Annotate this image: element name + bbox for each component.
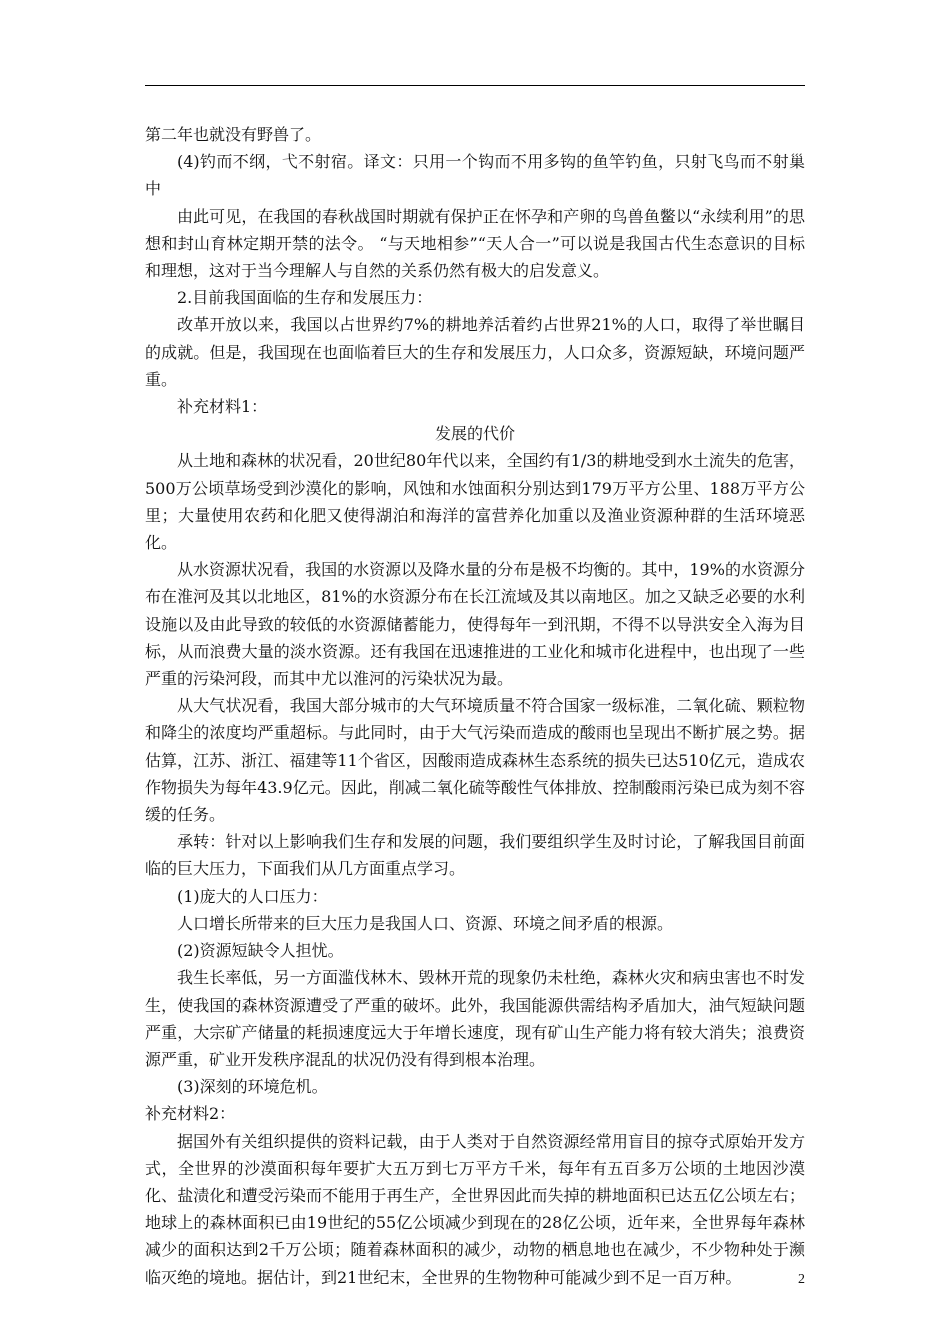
paragraph: 从土地和森林的状况看，20世纪80年代以来，全国约有1/3的耕地受到水土流失的危害，500万公顷草场受到沙漠化的影响，风蚀和水蚀面积分别达到179万平方公里、188万平方公里；大量使用农药和化肥又使得湖泊和海洋的富营养化加重以及渔业资源种群的生活环境恶化。 — [145, 451, 805, 553]
paragraph: 由此可见，在我国的春秋战国时期就有保护正在怀孕和产卵的鸟兽鱼鳖以“永续利用”的思想和封山育林定期开禁的法令。 “与天地相参”“天人合一”可以说是我国古代生态意识的目标和理想，这对于当今理解人与自然的关系仍然有极大的启发意义。 — [145, 206, 805, 281]
paragraph: 据国外有关组织提供的资料记载，由于人类对于自然资源经常用盲目的掠夺式原始开发方式，全世界的沙漠面积每年要扩大五万到七万平方千米，每年有五百多万公顷的土地因沙漠化、盐渍化和遭受污染而不能用于再生产，全世界因此而失掉的耕地面积已达五亿公顷左右；地球上的森林面积已由19世纪的55亿公顷减少到现在的28亿公顷，近年来，全世界每年森林减少的面积达到2千万公顷；随着森林面积的减少，动物的栖息地也在减少，不少物种处于濒临灭绝的境地。据估计，到21世纪末，全世界的生物物种可能减少到不足一百万种。 — [145, 1131, 805, 1287]
subheading: (3)深刻的环境危机。 — [177, 1077, 328, 1097]
subheading: (1)庞大的人口压力： — [177, 886, 328, 906]
material-label: 补充材料1： — [177, 397, 268, 417]
paragraph: 人口增长所带来的巨大压力是我国人口、资源、环境之间矛盾的根源。 — [177, 913, 674, 933]
paragraph: 承转：针对以上影响我们生存和发展的问题，我们要组织学生及时讨论，了解我国目前面临的巨大压力，下面我们从几方面重点学习。 — [145, 832, 805, 879]
paragraph: 从大气状况看，我国大部分城市的大气环境质量不符合国家一级标准，二氧化硫、颗粒物和降尘的浓度均严重超标。与此同时，由于大气污染而造成的酸雨也呈现出不断扩展之势。据估算，江苏、浙江、福建等11个省区，因酸雨造成森林生态系统的损失已达510亿元，造成农作物损失为每年43.9亿元。因此，削减二氧化硫等酸性气体排放、控制酸雨污染已成为刻不容缓的任务。 — [145, 696, 805, 825]
page-number: 2 — [798, 1272, 805, 1287]
subheading: (2)资源短缺令人担忧。 — [177, 941, 344, 961]
material-title: 发展的代价 — [434, 424, 515, 444]
paragraph: 改革开放以来，我国以占世界约7%的耕地养活着约占世界21%的人口，取得了举世瞩目的成就。但是，我国现在也面临着巨大的生存和发展压力，人口众多，资源短缺，环境问题严重。 — [145, 315, 805, 389]
paragraph: (4)钓而不纲，弋不射宿。译文：只用一个钩而不用多钩的鱼竿钓鱼，只射飞鸟而不射巢中 — [145, 152, 805, 199]
paragraph: 我生长率低，另一方面滥伐林木、毁林开荒的现象仍未杜绝，森林火灾和病虫害也不时发生，使我国的森林资源遭受了严重的破坏。此外，我国能源供需结构矛盾加大，油气短缺问题严重，大宗矿产储量的耗损速度远大于年增长速度，现有矿山生产能力将有较大消失；浪费资源严重，矿业开发秩序混乱的状况仍没有得到根本治理。 — [145, 968, 805, 1069]
material-label: 补充材料2： — [145, 1104, 236, 1124]
paragraph: 第二年也就没有野兽了。 — [145, 125, 322, 144]
section-heading: 2.目前我国面临的生存和发展压力： — [177, 288, 433, 308]
header-rule — [145, 85, 805, 86]
paragraph: 从水资源状况看，我国的水资源以及降水量的分布是极不均衡的。其中，19%的水资源分布在淮河及其以北地区，81%的水资源分布在长江流域及其以南地区。加之又缺乏必要的水利设施以及由此导致的较低的水资源储蓄能力，使得每年一到汛期，不得不以导洪安全入海为目标，从而浪费大量的淡水资源。还有我国在迅速推进的工业化和城市化进程中，也出现了一些严重的污染河段，而其中尤以淮河的污染状况为最。 — [145, 560, 805, 689]
document-body — [145, 121, 805, 1291]
